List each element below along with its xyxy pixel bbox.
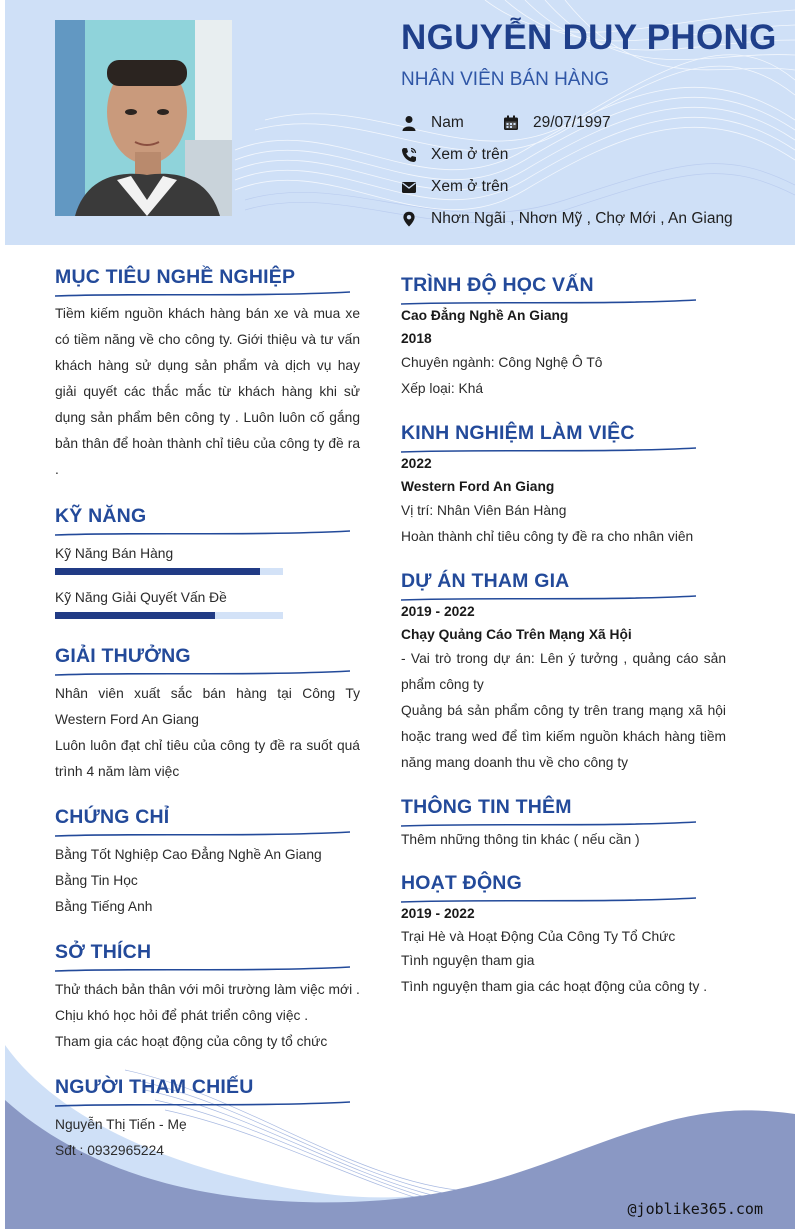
objective-line: có tiềm năng về cho công ty. Giới thiệu và tư vấn <box>55 332 360 347</box>
certificates-title: CHỨNG CHỈ <box>55 806 170 828</box>
activity-line: Tình nguyện tham gia <box>401 953 535 968</box>
calendar-icon <box>503 115 519 131</box>
hobby-line: Tham gia các hoạt động của công ty tổ chức <box>55 1034 328 1049</box>
heading-underline <box>55 530 350 538</box>
objective-line: dụng sản phẩm bên công ty . Luôn luôn cố gắng <box>55 410 360 425</box>
section-awards <box>55 645 350 678</box>
address-value: Nhơn Ngãi , Nhơn Mỹ , Chợ Mới , An Giang <box>431 210 733 227</box>
project-line: Quảng bá sản phẩm công ty trên trang mạng xã hội <box>401 703 726 718</box>
objective-line: Tiềm kiếm nguồn khách hàng bán xe và mua xe <box>55 306 360 321</box>
award-line: Nhân viên xuất sắc bán hàng tại Công Ty <box>55 686 360 701</box>
birthdate-row <box>503 114 611 132</box>
objective-line: khách hàng sử dụng sản phẩm và dịch vụ hay <box>55 358 360 373</box>
certificates-text <box>55 842 360 920</box>
more-info-text: Thêm những thông tin khác ( nếu cần ) <box>401 832 640 847</box>
activity-line: Tình nguyện tham gia các hoạt động của công ty . <box>401 979 708 994</box>
activities-body <box>401 902 731 1000</box>
experience-body <box>401 452 731 550</box>
education-school: Cao Đẳng Nghề An Giang <box>401 308 569 323</box>
project-line: phẩm công ty <box>401 677 484 692</box>
section-activities <box>401 872 696 905</box>
watermark: @joblike365.com <box>627 1200 763 1218</box>
project-line: hoặc trang wed để tìm kiếm nguồn khách hàng tiềm <box>401 729 726 744</box>
heading-underline <box>55 1101 350 1109</box>
heading-underline <box>55 831 350 839</box>
projects-title: DỰ ÁN THAM GIA <box>401 570 570 592</box>
certificate-line: Bằng Tốt Nghiệp Cao Đẳng Nghề An Giang <box>55 847 322 862</box>
objective-line: . <box>55 462 59 477</box>
project-line: - Vai trò trong dự án: Lên ý tưởng , quảng cáo sản <box>401 651 726 666</box>
skill-bar-fill <box>55 568 260 575</box>
skill-label: Kỹ Năng Giải Quyết Vấn Đề <box>55 590 227 605</box>
references-title: NGƯỜI THAM CHIẾU <box>55 1076 254 1098</box>
education-grade: Xếp loại: Khá <box>401 381 484 396</box>
section-education <box>401 274 696 307</box>
objective-text <box>55 301 360 483</box>
address-row <box>401 210 733 228</box>
email-row <box>401 178 508 196</box>
skills-title: KỸ NĂNG <box>55 505 147 527</box>
objective-line: giải quyết các thắc mắc từ khách hàng khi sử <box>55 384 360 399</box>
phone-icon <box>401 147 417 163</box>
more-info-title: THÔNG TIN THÊM <box>401 796 572 818</box>
experience-company: Western Ford An Giang <box>401 479 555 494</box>
birthdate-value: 29/07/1997 <box>533 114 611 131</box>
heading-underline <box>55 291 350 299</box>
section-certificates <box>55 806 350 839</box>
job-position: NHÂN VIÊN BÁN HÀNG <box>401 69 609 90</box>
certificate-line: Bằng Tiếng Anh <box>55 899 153 914</box>
objective-line: bản thân để hoàn thành chỉ tiêu của công ty đề ra <box>55 436 360 451</box>
awards-text <box>55 681 360 785</box>
user-icon <box>401 115 417 131</box>
section-skills <box>55 505 350 538</box>
section-experience <box>401 422 696 455</box>
gender-value: Nam <box>431 114 464 131</box>
objective-title: MỤC TIÊU NGHỀ NGHIỆP <box>55 266 296 288</box>
award-line: Western Ford An Giang <box>55 712 199 727</box>
experience-desc: Hoàn thành chỉ tiêu công ty đề ra cho nhân viên <box>401 529 694 544</box>
skill-label: Kỹ Năng Bán Hàng <box>55 546 174 561</box>
education-body <box>401 304 731 402</box>
skill-bar <box>55 612 283 619</box>
award-line: Luôn luôn đạt chỉ tiêu của công ty đề ra suốt quá <box>55 738 360 753</box>
award-line: trình 4 năm làm việc <box>55 764 180 779</box>
phone-row <box>401 146 508 164</box>
section-hobbies <box>55 941 350 974</box>
reference-line: Sđt : 0932965224 <box>55 1143 164 1158</box>
experience-role: Vị trí: Nhân Viên Bán Hàng <box>401 503 567 518</box>
section-projects <box>401 570 696 603</box>
education-year: 2018 <box>401 331 432 346</box>
section-more-info <box>401 796 696 829</box>
hobby-line: Thử thách bản thân với môi trường làm việc mới . <box>55 982 360 997</box>
education-title: TRÌNH ĐỘ HỌC VẤN <box>401 274 594 296</box>
awards-title: GIẢI THƯỞNG <box>55 645 191 667</box>
project-line: năng mang doanh thu về cho công ty <box>401 755 629 770</box>
hobbies-text <box>55 977 370 1055</box>
envelope-icon <box>401 179 417 195</box>
activities-title: HOẠT ĐỘNG <box>401 872 522 894</box>
phone-value: Xem ở trên <box>431 146 509 163</box>
cv-page <box>5 0 795 1229</box>
project-name: Chạy Quảng Cáo Trên Mạng Xã Hội <box>401 627 632 642</box>
cv-header <box>5 0 795 245</box>
projects-body <box>401 600 726 776</box>
experience-year: 2022 <box>401 456 432 471</box>
hobby-line: Chịu khó học hỏi để phát triển công việc . <box>55 1008 309 1023</box>
experience-title: KINH NGHIỆM LÀM VIỆC <box>401 422 635 444</box>
gender-row <box>401 114 464 132</box>
education-major: Chuyên ngành: Công Nghệ Ô Tô <box>401 355 603 370</box>
heading-underline <box>55 966 350 974</box>
location-icon <box>401 211 417 227</box>
heading-underline <box>55 670 350 678</box>
avatar <box>55 20 232 216</box>
section-objective <box>55 266 350 299</box>
reference-line: Nguyễn Thị Tiến - Mẹ <box>55 1117 187 1132</box>
candidate-name: NGUYỄN DUY PHONG <box>401 18 777 57</box>
skill-bar-fill <box>55 612 215 619</box>
skill-bar <box>55 568 283 575</box>
certificate-line: Bằng Tin Học <box>55 873 138 888</box>
section-references <box>55 1076 350 1109</box>
hobbies-title: SỞ THÍCH <box>55 941 152 963</box>
activity-org: Trại Hè và Hoạt Động Của Công Ty Tổ Chức <box>401 929 676 944</box>
references-text <box>55 1112 360 1164</box>
activity-period: 2019 - 2022 <box>401 906 475 921</box>
project-period: 2019 - 2022 <box>401 604 475 619</box>
email-value: Xem ở trên <box>431 178 509 195</box>
